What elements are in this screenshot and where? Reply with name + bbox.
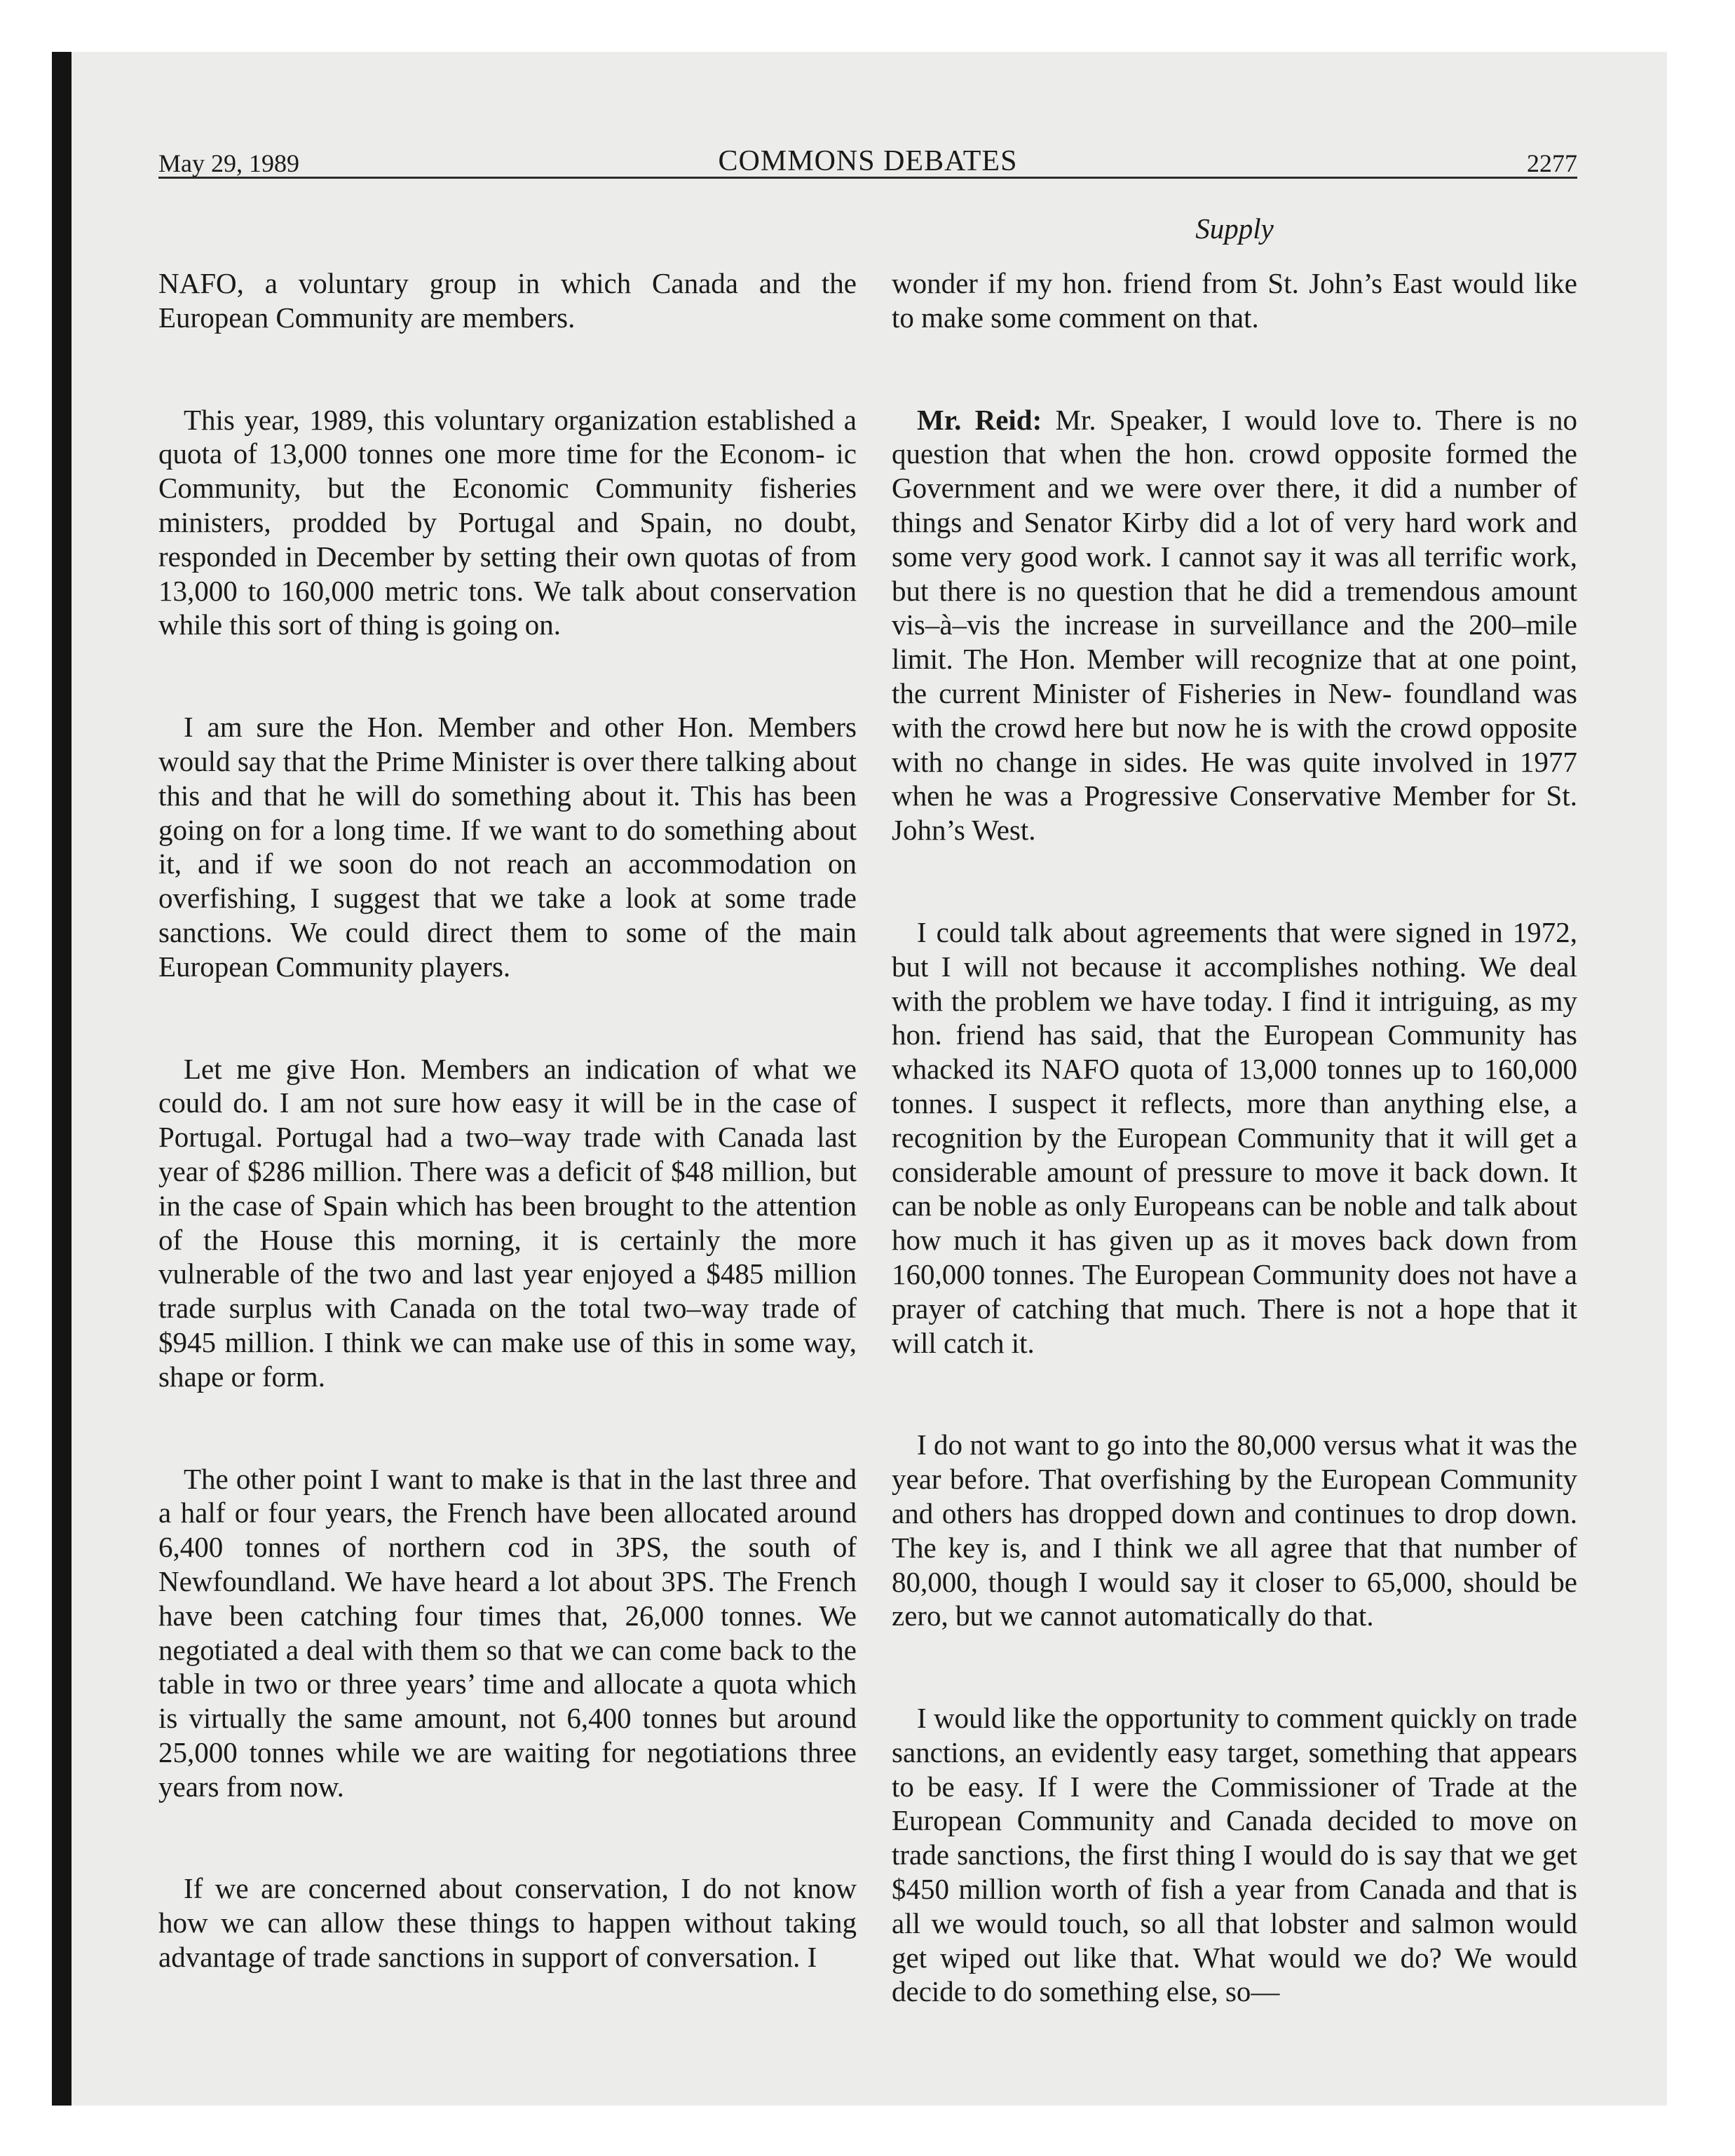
- header-title: COMMONS DEBATES: [718, 145, 1018, 177]
- paragraph: I do not want to go into the 80,000 versus what it was the year before. That overfishing by the European Community and others has dropped down and continues to drop down. The key is, and I think we all agree that that number of 80,000, though I would say it closer to 65,000, should be zero, but we cannot automatically do that.: [892, 1428, 1577, 1632]
- left-column: [158, 266, 857, 1974]
- paragraph: Let me give Hon. Members an indication of what we could do. I am not sure how easy it will be in the case of Portugal. Portugal had a two–way trade with Canada last year of $286 million. There was a deficit of $48 million, but in the case of Spain which has been brought to the attention of the House this morning, it is certainly the more vulnerable of the two and last year enjoyed a $485 million trade surplus with Canada on the total two–way trade of $945 million. I think we can make use of this in some way, shape or form.: [158, 1052, 857, 1393]
- section-label: Supply: [1195, 212, 1274, 245]
- paragraph: NAFO, a voluntary group in which Canada and the European Community are members.: [158, 267, 857, 334]
- paragraph: I am sure the Hon. Member and other Hon. Members would say that the Prime Minister is over there talking about this and that he will do something about it. This has been going on for a long time. If we want to do something about it, and if we soon do not reach an accommodation on overfishing, I suggest that we take a look at some trade sanctions. We could direct them to some of the main European Community players.: [158, 711, 857, 983]
- paragraph: The other point I want to make is that in the last three and a half or four years, the French have been allocated around 6,400 tonnes of northern cod in 3PS, the south of Newfoundland. We have heard a lot about 3PS. The French have been catching four times that, 26,000 tonnes. We negotiated a deal with them so that we can come back to the table in two or three years’ time and allocate a quota which is virtually the same amount, not 6,400 tonnes but around 25,000 tonnes while we are waiting for negotiations three years from now.: [158, 1462, 857, 1803]
- paragraph: If we are concerned about conservation, I do not know how we can allow these things to happen without taking advantage of trade sanctions in support of conversation. I: [158, 1872, 857, 1974]
- header-page-number: 2277: [1527, 149, 1577, 177]
- page-header: [158, 136, 1577, 178]
- speech-text: Mr. Speaker, I would love to. There is no question that when the hon. crowd opposite formed the Government and we were over there, it did a number of things and Senator Kirby did a lot of very hard work and some very good work. I cannot say it was all terrific work, but there is no question that he did a tremendous amount vis–à–vis the increase in surveillance and the 200–mile limit. The Hon. Member will recognize that at one point, the current Minister of Fisheries in New- foundland was with the crowd here but now he is with the crowd opposite with no change in sides. He was quite involved in 1977 when he was a Progressive Conservative Member for St. John’s West.: [892, 403, 1577, 847]
- paragraph: I could talk about agreements that were signed in 1972, but I will not because it accomplishes nothing. We deal with the problem we have today. I find it intriguing, as my hon. friend has said, that the European Community has whacked its NAFO quota of 13,000 tonnes up to 160,000 tonnes. I suspect it reflects, more than anything else, a recognition by the European Community that it will get a considerable amount of pressure to move it back down. It can be noble as only Europeans can be noble and talk about how much it has given up as it moves back down from 160,000 tonnes. The European Community does not have a prayer of catching that much. There is not a hope that it will catch it.: [892, 915, 1577, 1359]
- speech-paragraph: [892, 403, 1577, 847]
- paragraph: I would like the opportunity to comment quickly on trade sanctions, an evidently easy target, something that appears to be easy. If I were the Commissioner of Trade at the European Community and Canada decided to move on trade sanctions, the first thing I would do is say that we get $450 million worth of fish a year from Canada and that is all we would touch, so all that lobster and salmon would get wiped out like that. What would we do? We would decide to do something else, so—: [892, 1702, 1577, 2008]
- header-rule: [158, 177, 1577, 179]
- header-date: May 29, 1989: [158, 149, 299, 177]
- speaker-name: Mr. Reid:: [917, 403, 1042, 436]
- paragraph: This year, 1989, this voluntary organization established a quota of 13,000 tonnes one more time for the Econom- ic Community, but the Economic Community fisheries ministers, prodded by Portugal and Spain, no doubt, responded in December by setting their own quotas of from 13,000 to 160,000 metric tons. We talk about conservation while this sort of thing is going on.: [158, 403, 857, 641]
- paragraph: wonder if my hon. friend from St. John’s East would like to make some comment on that.: [892, 267, 1577, 334]
- binding-edge: [52, 52, 72, 2106]
- right-column: [892, 266, 1577, 2009]
